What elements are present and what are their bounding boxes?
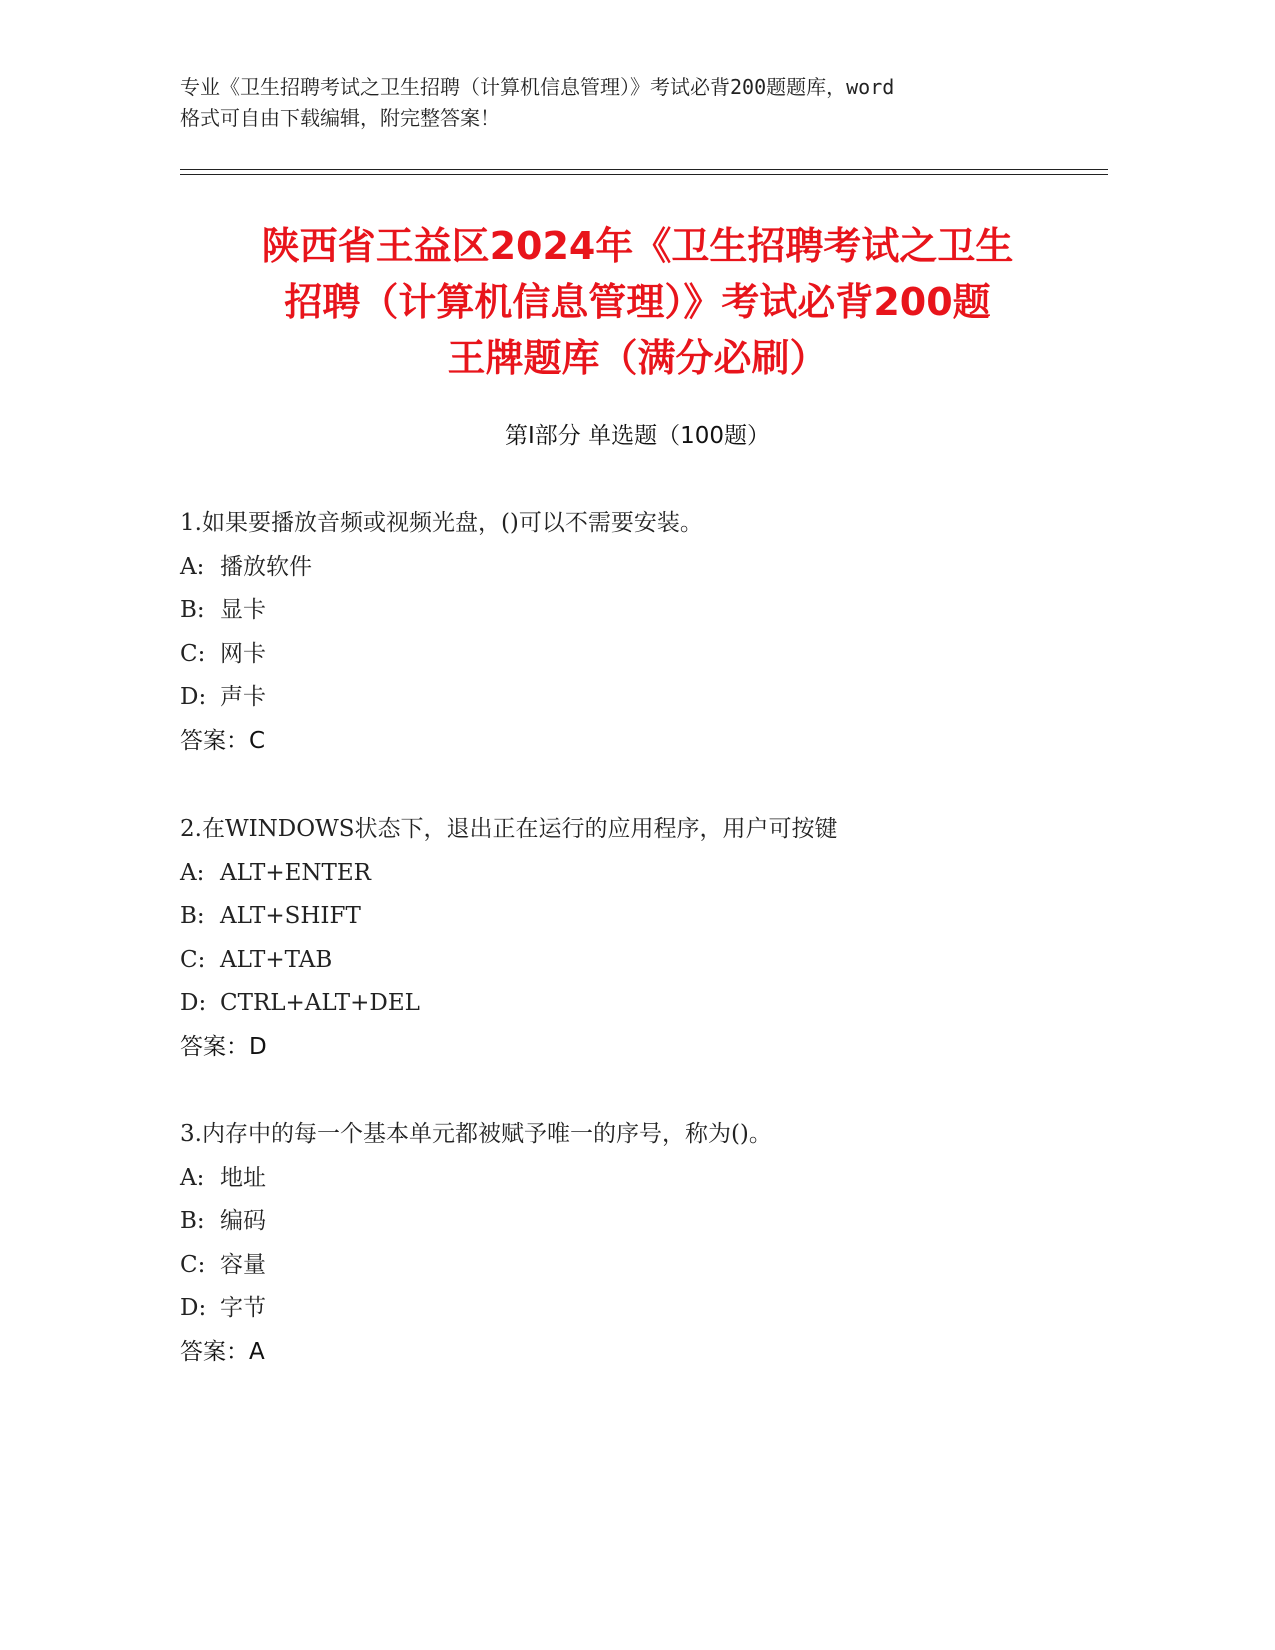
option-label: B: [180, 597, 205, 624]
option-a [180, 1157, 1180, 1201]
option-text: 地址 [220, 1164, 266, 1191]
option-text: 编码 [220, 1208, 266, 1235]
option-text: 显卡 [220, 597, 266, 624]
option-b [180, 1200, 1180, 1244]
option-label: C: [180, 1251, 206, 1278]
answer: 答案：A [180, 1338, 265, 1365]
option-a [180, 852, 1180, 896]
option-label: D: [180, 684, 207, 711]
option-text: 字节 [220, 1295, 266, 1322]
option-label: D: [180, 990, 207, 1017]
option-text: 声卡 [220, 684, 266, 711]
title-line-1: 陕西省王益区2024年《卫生招聘考试之卫生 [261, 224, 1014, 268]
option-label: D: [180, 1295, 207, 1322]
question-stem: 3.内存中的每一个基本单元都被赋予唯一的序号，称为()。 [180, 1121, 772, 1147]
option-d [180, 676, 1180, 720]
option-text: 容量 [220, 1251, 266, 1278]
question-stem: 2.在WINDOWS状态下，退出正在运行的应用程序，用户可按键 [180, 816, 838, 842]
question-2 [180, 808, 1180, 1070]
option-d [180, 982, 1180, 1026]
option-label: C: [180, 640, 206, 667]
option-text: ALT+ENTER [220, 859, 371, 886]
option-text: 网卡 [220, 640, 266, 667]
answer: 答案：D [180, 1033, 267, 1060]
header-note-line-1: 专业《卫生招聘考试之卫生招聘（计算机信息管理）》考试必背200题题库，word [180, 75, 895, 99]
option-text: CTRL+ALT+DEL [220, 990, 420, 1017]
option-label: A: [180, 1164, 205, 1191]
header-divider-bottom [180, 174, 1108, 175]
option-a [180, 546, 1180, 590]
title-line-2: 招聘（计算机信息管理）》考试必背200题 [284, 280, 991, 324]
question-stem: 1.如果要播放音频或视频光盘，()可以不需要安装。 [180, 510, 703, 536]
title-line-3: 王牌题库（满分必刷） [447, 336, 828, 380]
option-b [180, 589, 1180, 633]
option-label: A: [180, 859, 205, 886]
option-label: A: [180, 553, 205, 580]
option-c [180, 1244, 1180, 1288]
header-note [180, 72, 1060, 134]
option-d [180, 1287, 1180, 1331]
option-text: 播放软件 [220, 553, 312, 580]
option-label: C: [180, 946, 206, 973]
option-c [180, 939, 1180, 983]
option-text: ALT+SHIFT [220, 903, 361, 930]
answer: 答案：C [180, 727, 266, 754]
option-c [180, 633, 1180, 677]
document-title [150, 218, 1125, 386]
header-note-line-2: 格式可自由下载编辑，附完整答案！ [180, 106, 500, 130]
option-b [180, 895, 1180, 939]
option-label: B: [180, 1208, 205, 1235]
option-text: ALT+TAB [220, 946, 333, 973]
option-label: B: [180, 903, 205, 930]
question-1 [180, 502, 1180, 764]
question-3 [180, 1113, 1180, 1375]
header-divider-top [180, 169, 1108, 170]
section-title: 第Ⅰ部分 单选题（100题） [505, 423, 770, 449]
